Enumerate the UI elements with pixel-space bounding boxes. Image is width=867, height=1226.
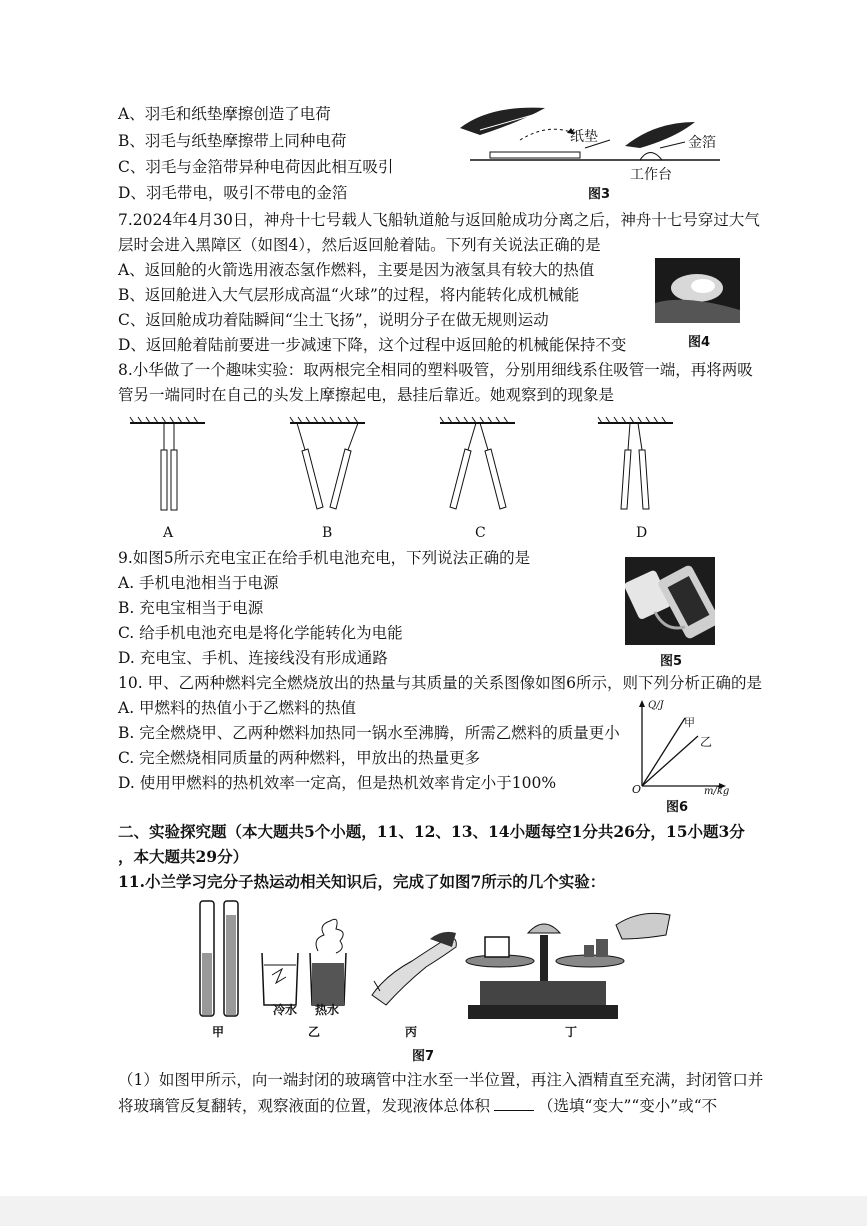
fig3-foil-label: 金箔 (688, 135, 716, 151)
straws-option-b (290, 417, 365, 509)
q6-option-b: B、羽毛与纸垫摩擦带上同种电荷 (118, 132, 347, 150)
q10-option-c: C. 完全燃烧相同质量的两种燃料，甲放出的热量更多 (118, 749, 481, 767)
q9-option-c: C. 给手机电池充电是将化学能转化为电能 (118, 624, 403, 642)
q7-stem-line2: 层时会进入黑障区（如图4），然后返回舱着陆。下列有关说法正确的是 (118, 236, 601, 254)
page-bottom-margin (0, 1196, 867, 1226)
graph-ylabel: Q/J (648, 700, 664, 711)
graph-xlabel: m/kg (704, 786, 730, 797)
q7-option-d: D、返回舱着陆前要进一步减速下降，这个过程中返回舱的机械能保持不变 (118, 336, 627, 354)
section2-heading-line2: ，本大题共29分） (118, 847, 249, 866)
fig7-cold-water: 冷水 (273, 1003, 298, 1017)
q11-part1-line2 (118, 1096, 717, 1116)
q9-option-d: D. 充电宝、手机、连接线没有形成通路 (118, 649, 388, 667)
q10-stem: 10. 甲、乙两种燃料完全燃烧放出的热量与其质量的关系图像如图6所示，则下列分析正确的是 (118, 674, 762, 692)
balance-ding (466, 913, 670, 1019)
q8-stem-line2: 管另一端同时在自己的头发上摩擦起电，悬挂后靠近。她观察到的现象是 (118, 386, 615, 404)
graph-line-jia (642, 718, 685, 786)
section2-heading-line1: 二、实验探究题（本大题共5个小题，11、12、13、14小题每空1分共26分，15小题3分 (118, 822, 745, 841)
q11-part1-line1: （1）如图甲所示，向一端封闭的玻璃管中注水至一半位置，再注入酒精直至充满，封闭管口并 (118, 1071, 764, 1089)
fig4-caption: 图4 (688, 335, 711, 350)
q11-stem: 11.小兰学习完分子热运动相关知识后，完成了如图7所示的几个实验： (118, 872, 606, 891)
q9-option-b: B. 充电宝相当于电源 (118, 599, 264, 617)
q8-choice-c: C (475, 525, 486, 541)
graph-label-jia: 甲 (684, 716, 695, 729)
fig6-caption: 图6 (666, 800, 689, 815)
q7-option-c: C、返回舱成功着陆瞬间“尘土飞扬”，说明分子在做无规则运动 (118, 311, 549, 329)
q9-stem: 9.如图5所示充电宝正在给手机电池充电，下列说法正确的是 (118, 549, 531, 567)
fig7-label-yi: 乙 (308, 1025, 321, 1039)
beakers-yi (262, 919, 346, 1005)
fig7-label-bing: 丙 (405, 1025, 418, 1039)
straws-option-d (598, 417, 673, 509)
figure-7-experiments (190, 895, 690, 1025)
straws-option-c (440, 417, 515, 509)
q7-option-b: B、返回舱进入大气层形成高温“火球”的过程，将内能转化成机械能 (118, 286, 580, 304)
q7-option-a: A、返回舱的火箭选用液态氢作燃料，主要是因为液氢具有较大的热值 (118, 261, 595, 279)
fig7-caption: 图7 (412, 1049, 435, 1064)
fig7-label-ding: 丁 (565, 1025, 578, 1039)
figure-6-graph (630, 698, 730, 794)
q9-option-a: A. 手机电池相当于电源 (118, 574, 279, 592)
q8-choice-b: B (322, 525, 333, 541)
graph-origin: O (632, 783, 642, 796)
hands-bing (372, 932, 456, 1005)
q8-choice-a: A (163, 525, 174, 541)
q10-option-d: D. 使用甲燃料的热机效率一定高，但是热机效率肯定小于100% (118, 774, 557, 792)
fig7-hot-water: 热水 (315, 1003, 340, 1017)
q6-option-c: C、羽毛与金箔带异种电荷因此相互吸引 (118, 158, 394, 176)
figure-5-photo (625, 557, 715, 645)
q11-part1-text-b: （选填“变大”“变小”或“不 (538, 1097, 718, 1115)
q10-option-a: A. 甲燃料的热值小于乙燃料的热值 (118, 699, 357, 717)
fig5-caption: 图5 (660, 654, 683, 669)
graph-label-yi: 乙 (700, 735, 713, 749)
fig3-table-label: 工作台 (630, 167, 672, 183)
fig3-caption: 图3 (588, 187, 611, 202)
fig3-pad-label: 纸垫 (570, 129, 598, 145)
q6-option-d: D、羽毛带电，吸引不带电的金箔 (118, 184, 348, 202)
q10-option-b: B. 完全燃烧甲、乙两种燃料加热同一锅水至沸腾，所需乙燃料的质量更小 (118, 724, 620, 742)
straws-option-a (130, 417, 205, 510)
q11-part1-text-a: 将玻璃管反复翻转，观察液面的位置，发现液体总体积 (118, 1097, 491, 1115)
figure-4-photo (655, 258, 740, 323)
q8-choice-d: D (636, 525, 648, 541)
fig7-label-jia: 甲 (212, 1025, 225, 1039)
q8-stem-line1: 8.小华做了一个趣味实验：取两根完全相同的塑料吸管，分别用细线系住吸管一端，再将两吸 (118, 361, 753, 379)
q8-straw-figures (120, 415, 720, 525)
tubes-jia (200, 901, 238, 1016)
graph-line-yi (642, 736, 698, 786)
answer-blank[interactable] (494, 1096, 534, 1111)
q7-stem-line1: 7.2024年4月30日，神舟十七号载人飞船轨道舱与返回舱成功分离之后，神舟十七号穿过大气 (118, 211, 760, 229)
q6-option-a: A、羽毛和纸垫摩擦创造了电荷 (118, 105, 331, 123)
